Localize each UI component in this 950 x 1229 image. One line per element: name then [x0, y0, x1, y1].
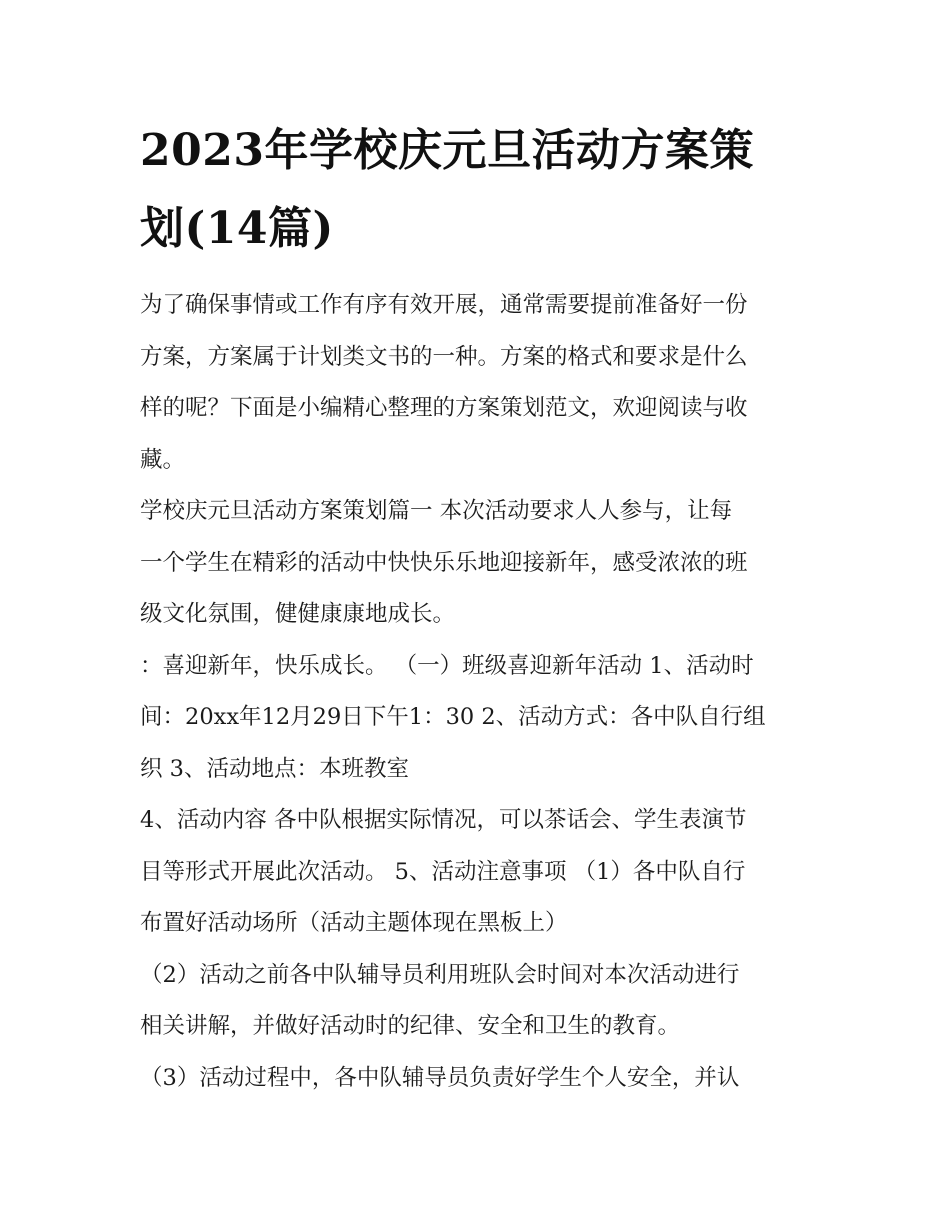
text-line: 为了确保事情或工作有序有效开展，通常需要提前准备好一份: [140, 292, 748, 318]
text-line: 布置好活动场所（活动主题体现在黑板上）: [140, 910, 568, 936]
text-line: ：喜迎新年，快乐成长。 （一）班级喜迎新年活动 1、活动时: [140, 652, 754, 679]
text-line: 目等形式开展此次活动。 5、活动注意事项 （1）各中队自行: [140, 858, 746, 885]
text-line: 方案，方案属于计划类文书的一种。方案的格式和要求是什么: [140, 343, 748, 370]
text-line: 藏。: [140, 446, 186, 473]
page-title: [140, 112, 820, 268]
text-line: 样的呢？下面是小编精心整理的方案策划范文，欢迎阅读与收: [140, 395, 748, 421]
paragraph-section-one: [140, 486, 820, 641]
text-line: 一个学生在精彩的活动中快快乐乐地迎接新年，感受浓浓的班: [140, 549, 748, 576]
paragraph-activity-content: [140, 795, 820, 950]
text-line: 相关讲解，并做好活动时的纪律、安全和卫生的教育。: [140, 1013, 681, 1039]
title-line: 2023年学校庆元旦活动方案策: [140, 125, 754, 176]
paragraph-note-3: [140, 1053, 820, 1105]
text-line: 间：20xx年12月29日下午1：30 2、活动方式：各中队自行组: [140, 704, 766, 730]
paragraph-note-2: [140, 950, 820, 1053]
text-line: （3）活动过程中，各中队辅导员负责好学生个人安全，并认: [140, 1064, 740, 1091]
text-line: （2）活动之前各中队辅导员利用班队会时间对本次活动进行: [140, 961, 740, 988]
text-line: 级文化氛围，健健康康地成长。: [140, 601, 456, 627]
text-line: 织 3、活动地点：本班教室: [140, 755, 409, 782]
text-line: 4、活动内容 各中队根据实际情况，可以茶话会、学生表演节: [140, 807, 747, 833]
paragraph-activity-info: [140, 641, 820, 796]
text-line: 学校庆元旦活动方案策划篇一 本次活动要求人人参与，让每: [140, 498, 733, 524]
document-body: [140, 280, 820, 1104]
title-line: 划(14篇): [140, 203, 334, 254]
paragraph-intro: [140, 280, 820, 486]
